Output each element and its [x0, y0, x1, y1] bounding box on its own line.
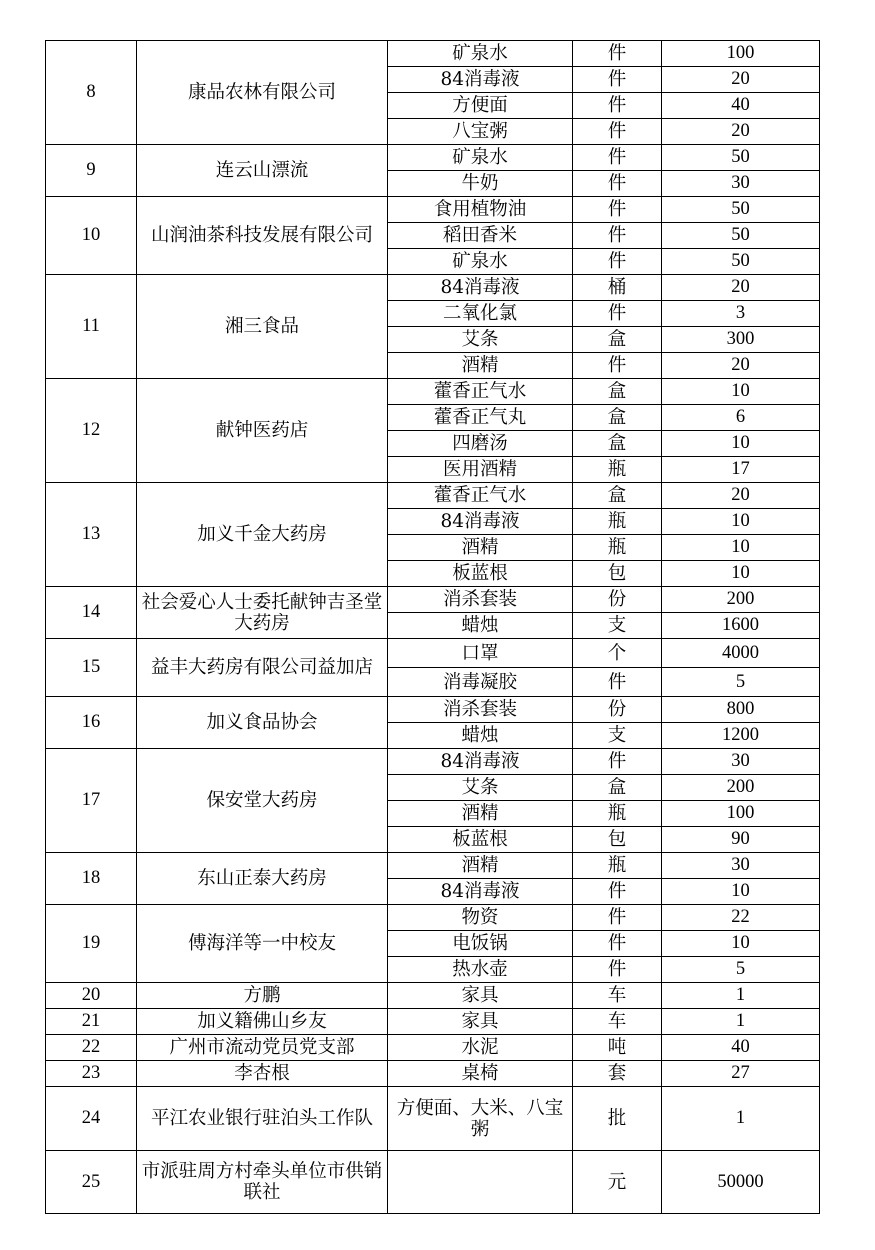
item-name-cell: 矿泉水: [388, 249, 573, 275]
quantity-cell: 1: [662, 1087, 820, 1151]
row-number-cell: 21: [46, 1009, 137, 1035]
row-number-cell: 8: [46, 41, 137, 145]
quantity-cell: 10: [662, 561, 820, 587]
donor-name-cell: 保安堂大药房: [137, 749, 388, 853]
unit-cell: 元: [573, 1151, 662, 1214]
item-name-cell: 板蓝根: [388, 561, 573, 587]
unit-cell: 件: [573, 119, 662, 145]
unit-cell: 瓶: [573, 509, 662, 535]
unit-cell: 件: [573, 249, 662, 275]
quantity-cell: 22: [662, 905, 820, 931]
table-row: [46, 145, 820, 171]
quantity-cell: 20: [662, 119, 820, 145]
row-number-cell: 23: [46, 1061, 137, 1087]
item-name-cell: 牛奶: [388, 171, 573, 197]
item-name-cell: 热水壶: [388, 957, 573, 983]
row-number-cell: 11: [46, 275, 137, 379]
unit-cell: 车: [573, 1009, 662, 1035]
item-name-cell: 板蓝根: [388, 827, 573, 853]
quantity-cell: 10: [662, 879, 820, 905]
quantity-cell: 4000: [662, 639, 820, 668]
quantity-cell: 100: [662, 801, 820, 827]
item-name-cell: 84消毒液: [388, 275, 573, 301]
unit-cell: 件: [573, 301, 662, 327]
item-name-cell: 艾条: [388, 327, 573, 353]
item-name-cell: 稻田香米: [388, 223, 573, 249]
unit-cell: 盒: [573, 379, 662, 405]
donor-name-cell: 广州市流动党员党支部: [137, 1035, 388, 1061]
table-row: [46, 983, 820, 1009]
row-number-cell: 13: [46, 483, 137, 587]
item-name-cell: 方便面、大米、八宝粥: [388, 1087, 573, 1151]
item-name-cell: [388, 1151, 573, 1214]
unit-cell: 支: [573, 613, 662, 639]
item-name-cell: 矿泉水: [388, 145, 573, 171]
item-name-cell: 物资: [388, 905, 573, 931]
unit-cell: 件: [573, 905, 662, 931]
quantity-cell: 1600: [662, 613, 820, 639]
row-number-cell: 17: [46, 749, 137, 853]
quantity-cell: 20: [662, 275, 820, 301]
unit-cell: 盒: [573, 775, 662, 801]
row-number-cell: 12: [46, 379, 137, 483]
item-name-cell: 二氧化氯: [388, 301, 573, 327]
item-name-cell: 八宝粥: [388, 119, 573, 145]
unit-cell: 瓶: [573, 535, 662, 561]
quantity-cell: 1: [662, 1009, 820, 1035]
table-row: [46, 197, 820, 223]
quantity-cell: 20: [662, 353, 820, 379]
unit-cell: 瓶: [573, 457, 662, 483]
quantity-cell: 50: [662, 223, 820, 249]
unit-cell: 件: [573, 931, 662, 957]
donor-name-cell: 加义籍佛山乡友: [137, 1009, 388, 1035]
quantity-cell: 10: [662, 431, 820, 457]
item-name-cell: 食用植物油: [388, 197, 573, 223]
item-name-cell: 矿泉水: [388, 41, 573, 67]
unit-cell: 盒: [573, 327, 662, 353]
item-name-cell: 水泥: [388, 1035, 573, 1061]
item-name-cell: 方便面: [388, 93, 573, 119]
donor-name-cell: 益丰大药房有限公司益加店: [137, 639, 388, 697]
quantity-cell: 1200: [662, 723, 820, 749]
donor-name-cell: 方鹏: [137, 983, 388, 1009]
row-number-cell: 25: [46, 1151, 137, 1214]
item-name-cell: 桌椅: [388, 1061, 573, 1087]
table-row: [46, 639, 820, 668]
unit-cell: 件: [573, 197, 662, 223]
unit-cell: 件: [573, 93, 662, 119]
quantity-cell: 90: [662, 827, 820, 853]
quantity-cell: 10: [662, 379, 820, 405]
item-name-cell: 84消毒液: [388, 67, 573, 93]
unit-cell: 件: [573, 145, 662, 171]
unit-cell: 个: [573, 639, 662, 668]
unit-cell: 批: [573, 1087, 662, 1151]
unit-cell: 车: [573, 983, 662, 1009]
quantity-cell: 10: [662, 509, 820, 535]
quantity-cell: 30: [662, 171, 820, 197]
quantity-cell: 50000: [662, 1151, 820, 1214]
quantity-cell: 27: [662, 1061, 820, 1087]
unit-cell: 件: [573, 171, 662, 197]
donor-name-cell: 献钟医药店: [137, 379, 388, 483]
unit-cell: 瓶: [573, 801, 662, 827]
table-row: [46, 379, 820, 405]
donor-name-cell: 市派驻周方村牵头单位市供销联社: [137, 1151, 388, 1214]
unit-cell: 件: [573, 879, 662, 905]
row-number-cell: 20: [46, 983, 137, 1009]
donation-table: [45, 40, 820, 1214]
row-number-cell: 18: [46, 853, 137, 905]
quantity-cell: 17: [662, 457, 820, 483]
item-name-cell: 酒精: [388, 535, 573, 561]
quantity-cell: 30: [662, 749, 820, 775]
unit-cell: 份: [573, 697, 662, 723]
donor-name-cell: 傅海洋等一中校友: [137, 905, 388, 983]
donor-name-cell: 湘三食品: [137, 275, 388, 379]
item-name-cell: 蜡烛: [388, 723, 573, 749]
item-name-cell: 84消毒液: [388, 509, 573, 535]
item-name-cell: 消杀套装: [388, 587, 573, 613]
row-number-cell: 19: [46, 905, 137, 983]
item-name-cell: 蜡烛: [388, 613, 573, 639]
unit-cell: 件: [573, 67, 662, 93]
table-row: [46, 1151, 820, 1214]
donor-name-cell: 加义千金大药房: [137, 483, 388, 587]
row-number-cell: 14: [46, 587, 137, 639]
unit-cell: 支: [573, 723, 662, 749]
row-number-cell: 15: [46, 639, 137, 697]
unit-cell: 桶: [573, 275, 662, 301]
item-name-cell: 酒精: [388, 353, 573, 379]
unit-cell: 件: [573, 957, 662, 983]
unit-cell: 份: [573, 587, 662, 613]
quantity-cell: 50: [662, 197, 820, 223]
row-number-cell: 24: [46, 1087, 137, 1151]
unit-cell: 件: [573, 41, 662, 67]
table-row: [46, 749, 820, 775]
quantity-cell: 40: [662, 93, 820, 119]
unit-cell: 盒: [573, 483, 662, 509]
quantity-cell: 3: [662, 301, 820, 327]
unit-cell: 件: [573, 353, 662, 379]
quantity-cell: 1: [662, 983, 820, 1009]
unit-cell: 盒: [573, 431, 662, 457]
table-row: [46, 853, 820, 879]
table-row: [46, 41, 820, 67]
donor-name-cell: 连云山漂流: [137, 145, 388, 197]
table-body: [46, 41, 820, 1214]
row-number-cell: 9: [46, 145, 137, 197]
table-row: [46, 275, 820, 301]
table-row: [46, 905, 820, 931]
quantity-cell: 200: [662, 775, 820, 801]
item-name-cell: 84消毒液: [388, 879, 573, 905]
table-row: [46, 1035, 820, 1061]
item-name-cell: 家具: [388, 983, 573, 1009]
unit-cell: 包: [573, 561, 662, 587]
unit-cell: 套: [573, 1061, 662, 1087]
row-number-cell: 16: [46, 697, 137, 749]
item-name-cell: 藿香正气水: [388, 379, 573, 405]
quantity-cell: 40: [662, 1035, 820, 1061]
donor-name-cell: 山润油茶科技发展有限公司: [137, 197, 388, 275]
unit-cell: 瓶: [573, 853, 662, 879]
quantity-cell: 20: [662, 483, 820, 509]
table-row: [46, 1061, 820, 1087]
donor-name-cell: 东山正泰大药房: [137, 853, 388, 905]
donor-name-cell: 康品农林有限公司: [137, 41, 388, 145]
quantity-cell: 10: [662, 535, 820, 561]
quantity-cell: 5: [662, 668, 820, 697]
item-name-cell: 84消毒液: [388, 749, 573, 775]
unit-cell: 件: [573, 668, 662, 697]
item-name-cell: 家具: [388, 1009, 573, 1035]
quantity-cell: 10: [662, 931, 820, 957]
quantity-cell: 20: [662, 67, 820, 93]
item-name-cell: 艾条: [388, 775, 573, 801]
table-row: [46, 483, 820, 509]
item-name-cell: 四磨汤: [388, 431, 573, 457]
donor-name-cell: 社会爱心人士委托献钟吉圣堂大药房: [137, 587, 388, 639]
unit-cell: 吨: [573, 1035, 662, 1061]
item-name-cell: 医用酒精: [388, 457, 573, 483]
item-name-cell: 口罩: [388, 639, 573, 668]
quantity-cell: 100: [662, 41, 820, 67]
unit-cell: 包: [573, 827, 662, 853]
item-name-cell: 酒精: [388, 801, 573, 827]
table-row: [46, 697, 820, 723]
row-number-cell: 22: [46, 1035, 137, 1061]
table-row: [46, 587, 820, 613]
quantity-cell: 50: [662, 145, 820, 171]
quantity-cell: 30: [662, 853, 820, 879]
item-name-cell: 消毒凝胶: [388, 668, 573, 697]
quantity-cell: 300: [662, 327, 820, 353]
item-name-cell: 电饭锅: [388, 931, 573, 957]
quantity-cell: 200: [662, 587, 820, 613]
quantity-cell: 5: [662, 957, 820, 983]
quantity-cell: 6: [662, 405, 820, 431]
donor-name-cell: 李杏根: [137, 1061, 388, 1087]
unit-cell: 件: [573, 749, 662, 775]
donor-name-cell: 平江农业银行驻泊头工作队: [137, 1087, 388, 1151]
unit-cell: 盒: [573, 405, 662, 431]
quantity-cell: 50: [662, 249, 820, 275]
table-row: [46, 1009, 820, 1035]
table-row: [46, 1087, 820, 1151]
row-number-cell: 10: [46, 197, 137, 275]
quantity-cell: 800: [662, 697, 820, 723]
donor-name-cell: 加义食品协会: [137, 697, 388, 749]
unit-cell: 件: [573, 223, 662, 249]
item-name-cell: 消杀套装: [388, 697, 573, 723]
item-name-cell: 酒精: [388, 853, 573, 879]
item-name-cell: 藿香正气水: [388, 483, 573, 509]
item-name-cell: 藿香正气丸: [388, 405, 573, 431]
